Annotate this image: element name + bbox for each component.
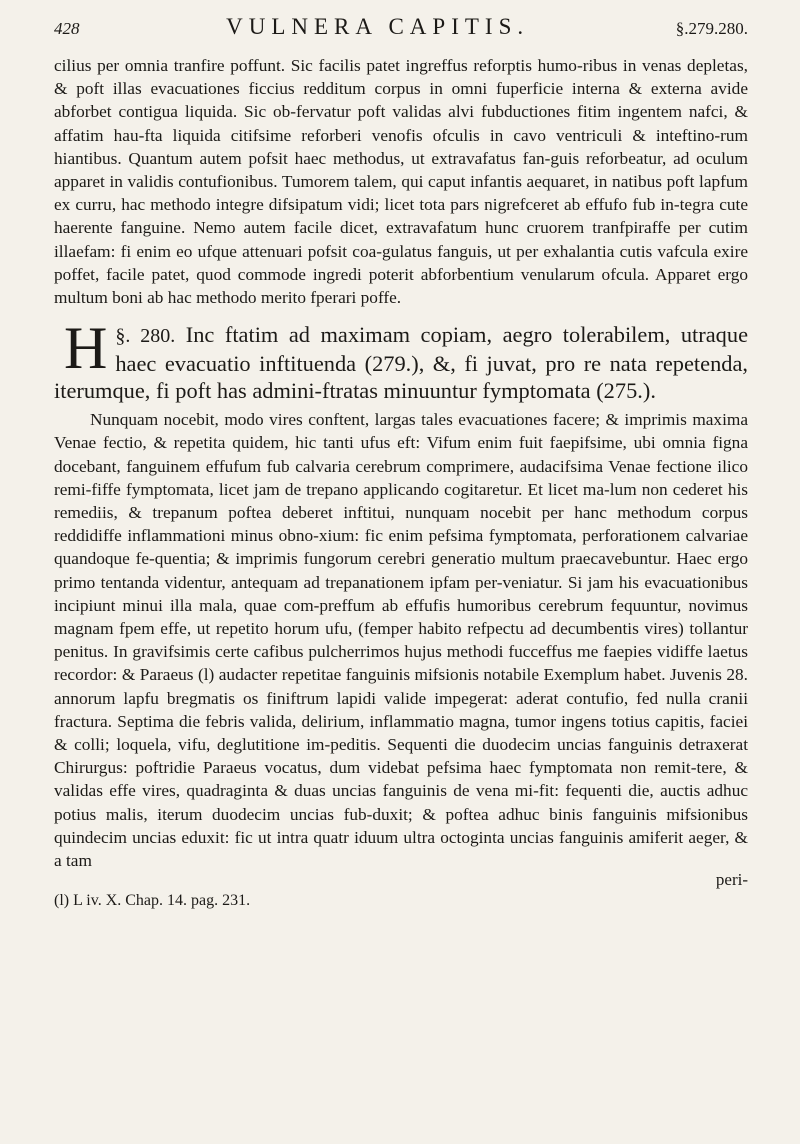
- page-number: 428: [54, 19, 80, 38]
- running-title: VULNERA CAPITIS.: [226, 14, 530, 39]
- running-header: [54, 14, 748, 54]
- section-280-heading: [54, 315, 749, 404]
- commentary-paragraph: Nunquam nocebit, modo vires conftent, largas tales evacuationes facere; & imprimis maxima Venae fectio, & repetita quidem, hic tanti ufus eft: Vifum enim fuit faepifsime, ubi omnia figna docebant, fanguinem effufum fub calvaria cerebrum comprimere, audacifsima Venae fectione ilico remi-fiffe fymptomata, licet jam de trepano applicando cogitaretur. Et licet ma-lum non cederet his remediis, & trepanum poftea deberet inftitui, nunquam nocebit per hanc methodum corpus reddidiffe inflammationi minus obno-xium: fic enim pefsima fymptomata, perforationem calvariae quandoque fe-quentia; & imprimis fungorum cerebri generatio multum praecavebuntur. Haec ergo primo tentanda videntur, antequam ad trepanationem ipfam per-veniatur. Si jam his evacuationibus incipiunt minui illa mala, quae com-preffum ab effufis humoribus cerebrum fequuntur, novimus magnam fpem effe, ut repetito horum ufu, (femper habito refpectu ad decumbentis vires) tollantur penitus. In gravifsimis certe cafibus pulcherrimos hujus methodi fucceffus me faepies vidiffe laetus recordor: & Paraeus (l) audacter repetitae fanguinis mifsionis notabile Exemplum habet. Juvenis 28. annorum lapfu bregmatis os finiftrum lapidi valide impegerat: aderat contufio, fed nulla cranii fractura. Septima die febris valida, delirium, inflammatio magna, tumor ingens totius capitis, faciei & colli; loquela, vifu, deglutitione im-peditis. Sequenti die duodecim uncias fanguinis detraxerat Chirurgus: poftridie Paraeus vocatus, dum videbat pefsima haec fymptomata non remit-tere, & validas effe vires, quadraginta & duas uncias fanguinis de vena mi-fit: fequenti die, auctis adhuc potius malis, iterum duodecim uncias fub-duxit; & poftea adhuc binis fanguinis mifsionibus quindecim uncias eduxit: fic ut intra quatr iduum ultra octoginta uncias fanguinis amiferit aeger, & a tam: [54, 410, 748, 871]
- section-280-text: Inc ftatim ad maximam copiam, aegro tolerabilem, utraque haec evacuatio inftituenda (279.), &, fi juvat, pro re nata repetenda, iterumque, fi poft has admini-ftratas minuuntur fymptomata (275.).: [54, 322, 749, 404]
- paragraph-279-continuation: cilius per omnia tranfire poffunt. Sic facilis patet ingreffus reforptis humo-ribus in venas depletas, & poft illas evacuationes ficcius redditum corpus in omni fuperficie interna & externa avide abforbet contigua liquida. Sic ob-fervatur poft validas alvi fubductiones fitim ingentem nafci, & affatim hau-fta liquida citifsime reforberi venofis ofculis in cavo ventriculi & inteftino-rum hiantibus. Quantum autem pofsit haec methodus, ut extravafatus fan-guis reforbeatur, ad oculum apparet in validis contufionibus. Tumorem talem, qui caput infantis aequaret, in natibus poft lapfum ex curru, hac methodo integre difsipatum vidi; licet tota pars nigrefceret ab effufo fub in-tegra cute haerente fanguine. Nemo autem facile dicet, extravafatum hunc cruorem tranfpiraffe per cutim illaefam: fi enim eo ufque attenuari pofsit coa-gulatus fanguis, ut per exhalantia cutis vafcula exire poffet, facile patet, quod commode ingredi poterit abforbentium venularum ofcula. Apparet ergo multum boni ab hac methodo merito fperari poffe.: [54, 56, 748, 308]
- catchword: peri-: [715, 870, 748, 890]
- section-reference: §.279.280.: [675, 19, 748, 38]
- drop-cap-letter: H: [64, 315, 108, 382]
- footnote: (l) L iv. X. Chap. 14. pag. 231.: [54, 892, 251, 910]
- section-number: §. 280.: [115, 325, 176, 348]
